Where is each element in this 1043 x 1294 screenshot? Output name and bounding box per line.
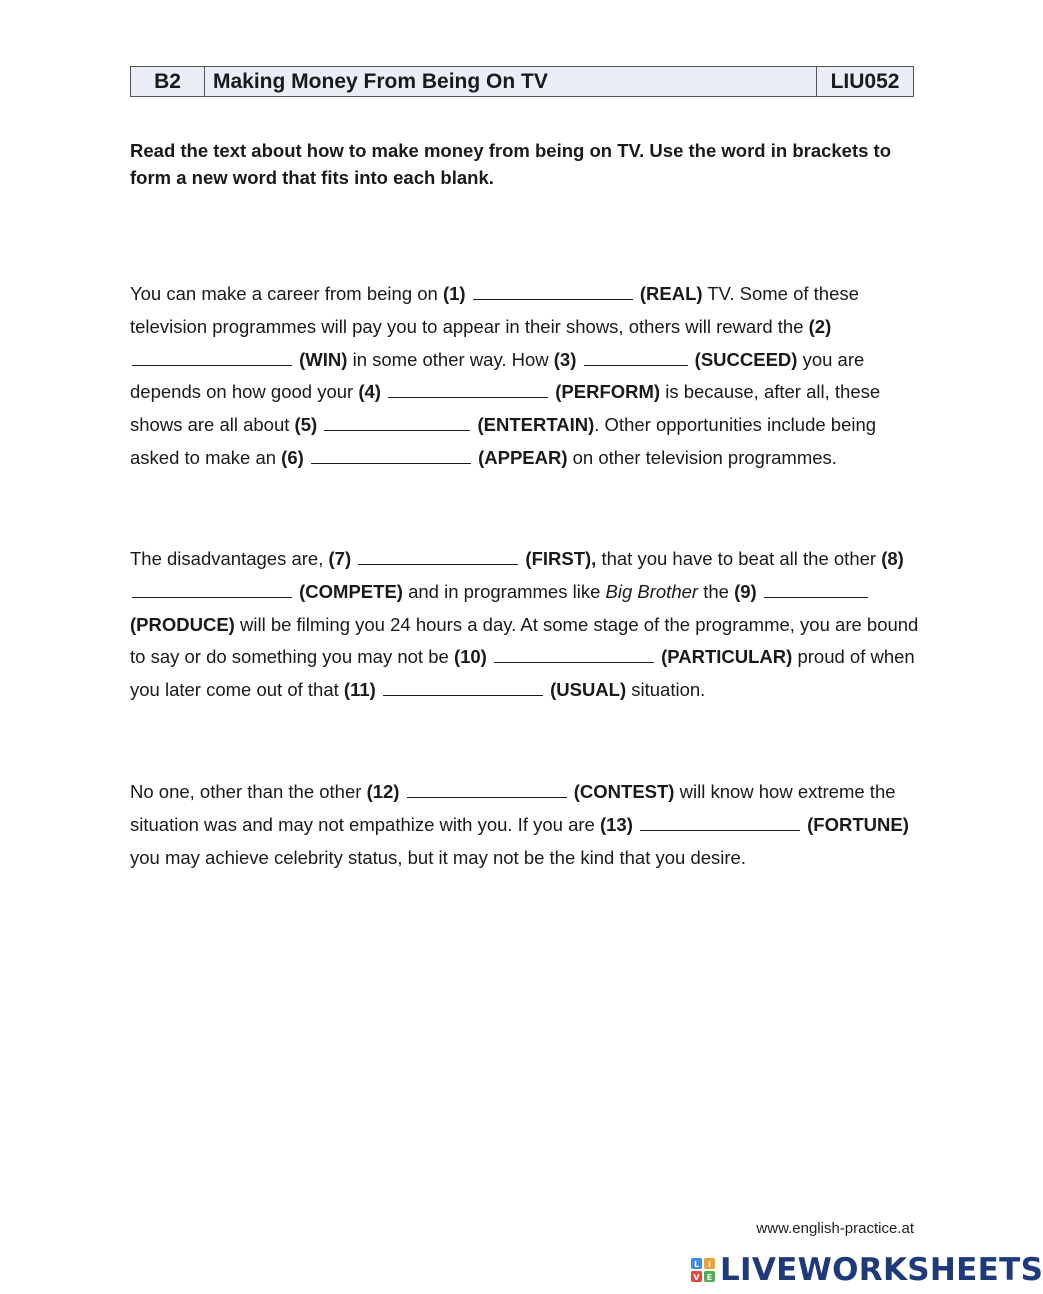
blank-6[interactable] <box>311 447 471 464</box>
keyword: (CONTEST) <box>573 781 675 802</box>
instructions: Read the text about how to make money from being on TV. Use the word in brackets to form a new word that fits into each blank. <box>130 140 892 188</box>
gap-number: (10) <box>453 646 487 668</box>
gap-number: (2) <box>808 315 832 337</box>
paragraph-2: The disadvantages are, (7) (FIRST), that you have to beat all the other (8) (COMPETE) and in programmes like Big Brother the (9) (PRODUCE) will be filming you 24 hours a day. At some stage of the programme, you are bound to say or do something you may not be (10) (PARTICULAR) proud of when you later come out of that (11) (USUAL) situation. <box>130 548 919 701</box>
gap-number: (8) <box>881 548 904 569</box>
blank-4[interactable] <box>388 381 548 398</box>
header-table <box>130 66 914 97</box>
gap-number: (13) <box>599 813 633 835</box>
blank-1[interactable] <box>473 283 633 300</box>
blank-11[interactable] <box>383 679 543 696</box>
svg-text:I: I <box>708 1260 711 1269</box>
liveworksheets-logo-icon <box>690 1257 716 1283</box>
keyword: (ENTERTAIN) <box>477 414 595 436</box>
gap-number: (11) <box>343 679 376 701</box>
keyword: (PERFORM) <box>555 381 661 403</box>
keyword: (REAL) <box>639 283 703 304</box>
brand-name: LIVEWORKSHEETS <box>720 1252 1043 1288</box>
keyword: (APPEAR) <box>478 446 568 468</box>
blank-9[interactable] <box>764 581 868 598</box>
keyword: (SUCCEED) <box>694 348 798 370</box>
level-label: B2 <box>131 67 205 97</box>
paragraph-3: No one, other than the other (12) (CONTEST) will know how extreme the situation was and may not empathize with you. If you are (13) (FORTUNE) you may achieve celebrity status, but it may not be the kind that you desire. <box>130 781 909 868</box>
svg-text:V: V <box>693 1273 700 1282</box>
blank-2[interactable] <box>132 349 292 366</box>
gap-number: (5) <box>294 414 318 436</box>
blank-5[interactable] <box>324 414 470 431</box>
blank-8[interactable] <box>132 581 292 598</box>
gap-number: (9) <box>734 580 757 602</box>
paragraph-1: You can make a career from being on (1) (REAL) TV. Some of these television programmes will pay you to appear in their shows, others will reward the (2) (WIN) in some other way. How (3) (SUCCEED) you are depends on how good your (4) (PERFORM) is because, after all, these shows are all about (5) (ENTERTAIN). Other opportunities include being asked to make an (6) (APPEAR) on other television programmes. <box>130 283 881 468</box>
gap-number: (4) <box>358 381 381 403</box>
keyword: (PARTICULAR) <box>661 646 793 668</box>
svg-text:E: E <box>706 1273 713 1282</box>
worksheet-code: LIU052 <box>817 67 914 97</box>
svg-text:L: L <box>693 1260 700 1269</box>
keyword: (WIN) <box>299 348 348 370</box>
footer-url: www.english-practice.at <box>756 1220 914 1237</box>
blank-12[interactable] <box>407 781 567 798</box>
keyword: (FIRST), <box>525 548 597 569</box>
blank-13[interactable] <box>640 814 800 831</box>
blank-10[interactable] <box>494 646 654 663</box>
keyword: (PRODUCE) <box>130 613 235 635</box>
blank-7[interactable] <box>358 548 518 565</box>
gap-number: (6) <box>281 446 304 468</box>
keyword: (COMPETE) <box>299 580 403 602</box>
italic-title: Big Brother <box>605 580 699 602</box>
blank-3[interactable] <box>584 349 688 366</box>
keyword: (USUAL) <box>550 679 627 701</box>
keyword: (FORTUNE) <box>807 813 909 835</box>
worksheet-title: Making Money From Being On TV <box>205 67 817 97</box>
gap-number: (7) <box>328 548 352 569</box>
gap-number: (12) <box>366 781 400 802</box>
gap-number: (3) <box>553 348 577 370</box>
liveworksheets-brand[interactable] <box>690 1250 1043 1290</box>
gap-number: (1) <box>442 283 466 304</box>
